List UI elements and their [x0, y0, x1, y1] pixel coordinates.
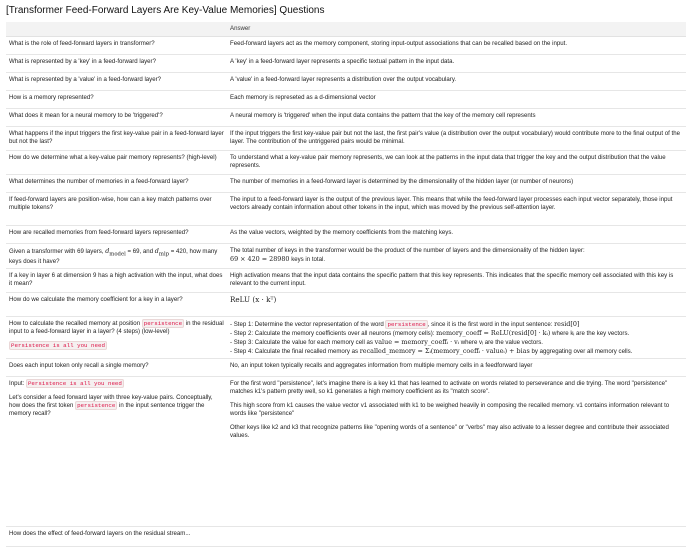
- question-cell: What is represented by a 'value' in a feed-forward layer?: [6, 73, 227, 91]
- math-product: 69 × 420 = 28980: [230, 255, 290, 263]
- step-line: - Step 2: Calculate the memory coefficients over all neurons (memory cells): memory_coeff = ReLU(resid[0] · kᵢ) where kᵢ are the key vectors.: [230, 329, 630, 338]
- math-d-model: $d_{model}$: [105, 247, 126, 258]
- answer-cell: To understand what a key-value pair memory represents, we can look at the patterns in the input data that trigger the key and the output distribution that the value represents.: [227, 151, 686, 175]
- answer-paragraph: For the first word "persistence", let's imagine there is a key k1 that has learned to activate on words related to perseverance and die trying. The word "persistence" matches k1's pattern pretty well, so k1 generates a high memory coefficient as its "match score".: [230, 380, 668, 396]
- table-row: [6, 127, 686, 151]
- answer-cell: A 'value' in a feed-forward layer represents a distribution over the output vocabulary.: [227, 73, 686, 91]
- question-cell: [6, 377, 227, 527]
- answer-cell: A neural memory is 'triggered' when the input data contains the pattern that the key of the memory cell represents: [227, 109, 686, 127]
- question-text: in the residual input to a feed-forward layer in a layer? (4 steps) (low-level): [9, 320, 224, 336]
- answer-paragraph: Other keys like k2 and k3 that recognize patterns like "opening words of a sentence" or "verbs" may also activate to a lesser degree and contribute their associated values.: [230, 424, 669, 440]
- answer-cell: [227, 317, 686, 359]
- answer-cell: [227, 377, 686, 527]
- answer-cell: A 'key' in a feed-forward layer represents a specific textual pattern in the input data.: [227, 55, 686, 73]
- column-header-question: [6, 22, 227, 37]
- question-cell: How are recalled memories from feed-forward layers represented?: [6, 226, 227, 244]
- question-cell: Does each input token only recall a single memory?: [6, 359, 227, 377]
- answer-cell: [227, 293, 686, 317]
- answer-cell: High activation means that the input data contains the specific pattern that this key represents. This indicates that the specific memory cell associated with this key is relevant to the current input.: [227, 269, 686, 293]
- answer-cell: As the value vectors, weighted by the memory coefficients from the matching keys.: [227, 226, 686, 244]
- answer-cell: [227, 244, 686, 269]
- table-row: [6, 55, 686, 73]
- question-text: = 420, how many keys does it have?: [9, 248, 218, 266]
- table-row: [6, 193, 686, 226]
- question-text: Let's consider a feed forward layer with three key-value pairs. Conceptually, how does the first token: [9, 394, 213, 410]
- question-cell: [6, 317, 227, 359]
- question-cell: What does it mean for a neural memory to be 'triggered'?: [6, 109, 227, 127]
- answer-cell: The input to a feed-forward layer is the output of the previous layer. This means that while the feed-forward layer processes each input vector separately, those input vectors already contain information about other tokens in the input, which was moved by the previous self-attention layer.: [227, 193, 686, 226]
- answer-cell: No, an input token typically recalls and aggregates information from multiple memory cells in a feedforward layer: [227, 359, 686, 377]
- question-cell: [6, 244, 227, 269]
- table-row: [6, 109, 686, 127]
- inline-code: persistence: [77, 402, 116, 410]
- step-line: - Step 3: Calculate the value for each memory cell as value = memory_coeffᵢ · vᵢ where vᵢ are the value vectors.: [230, 338, 544, 347]
- table-row: [6, 151, 686, 175]
- table-row: [6, 175, 686, 193]
- qa-table: [6, 22, 686, 547]
- question-cell: What happens if the input triggers the first key-value pair in a feed-forward layer but not the last?: [6, 127, 227, 151]
- question-text: How to calculate the recalled memory at position: [9, 320, 142, 328]
- step-line: - Step 1: Determine the vector representation of the word persistence , since it is the first word in the input sentence: resid[0]: [230, 320, 580, 329]
- question-cell: How is a memory represented?: [6, 91, 227, 109]
- table-row: [6, 359, 686, 377]
- question-cell: If a key in layer 6 at dimension 9 has a high activation with the input, what does it mean?: [6, 269, 227, 293]
- answer-cell: The number of memories in a feed-forward layer is determined by the dimensionality of the hidden layer (or number of neurons): [227, 175, 686, 193]
- table-row: [6, 527, 686, 547]
- question-text: in the input sentence trigger the memory recall?: [9, 402, 205, 418]
- inline-code: persistence: [387, 321, 426, 329]
- table-row: [6, 226, 686, 244]
- math-d-mlp: $d_{mlp}$: [154, 247, 170, 258]
- question-cell: What is represented by a 'key' in a feed-forward layer?: [6, 55, 227, 73]
- table-row: [6, 73, 686, 91]
- answer-paragraph: This high score from k1 causes the value vector v1 associated with k1 to be weighed heavily in composing the recalled memory. v1 contains information relevant to words like "persistence": [230, 402, 670, 418]
- question-text: Input:: [9, 380, 26, 388]
- question-text: Given a transformer with 69 layers,: [9, 248, 106, 255]
- inline-code: Persistence is all you need: [27, 380, 122, 388]
- column-header-answer: Answer: [227, 22, 686, 37]
- inline-code: Persistence is all you need: [11, 342, 105, 350]
- answer-cell: Each memory is represeted as a d-dimensional vector: [227, 91, 686, 109]
- question-cell: What determines the number of memories in a feed-forward layer?: [6, 175, 227, 193]
- answer-cell: If the input triggers the first key-value pair but not the last, the first pair's value (a distribution over the output vocabulary) would contribute more to the final output of the layer. The contribution of the untriggered pairs would be minimal.: [227, 127, 686, 151]
- table-row: [6, 293, 686, 317]
- answer-text: The total number of keys in the transformer would be the product of the number of layers and the dimensionality of the hidden layer:: [230, 247, 585, 254]
- math-relu: ReLU (x · kᵀ): [230, 295, 277, 305]
- table-row: [6, 317, 686, 359]
- table-header-row: [6, 22, 686, 37]
- table-row: [6, 244, 686, 269]
- question-cell: How do we calculate the memory coefficient for a key in a layer?: [6, 293, 227, 317]
- question-cell: How does the effect of feed-forward layers on the residual stream...: [6, 527, 227, 547]
- question-cell: What is the role of feed-forward layers in transformer?: [6, 37, 227, 55]
- table-row: [6, 377, 686, 527]
- table-row: [6, 37, 686, 55]
- answer-cell: Feed-forward layers act as the memory component, storing input-output associations that can be recalled based on the input.: [227, 37, 686, 55]
- answer-cell: [227, 527, 686, 547]
- page-title: [Transformer Feed-Forward Layers Are Key-Value Memories] Questions: [6, 5, 325, 16]
- inline-code: persistence: [143, 320, 183, 328]
- question-cell: If feed-forward layers are position-wise, how can a key match patterns over multiple tokens?: [6, 193, 227, 226]
- question-cell: How do we determine what a key-value pair memory represents? (high-level): [6, 151, 227, 175]
- table-row: [6, 91, 686, 109]
- step-line: - Step 4: Calculate the final recalled memory as recalled_memory = Σᵢ(memory_coeffᵢ · valueᵢ) + bias by aggregating over all memory cells.: [230, 347, 633, 356]
- question-text: = 69, and: [125, 248, 155, 255]
- table-row: [6, 269, 686, 293]
- answer-text: keys in total.: [289, 256, 326, 263]
